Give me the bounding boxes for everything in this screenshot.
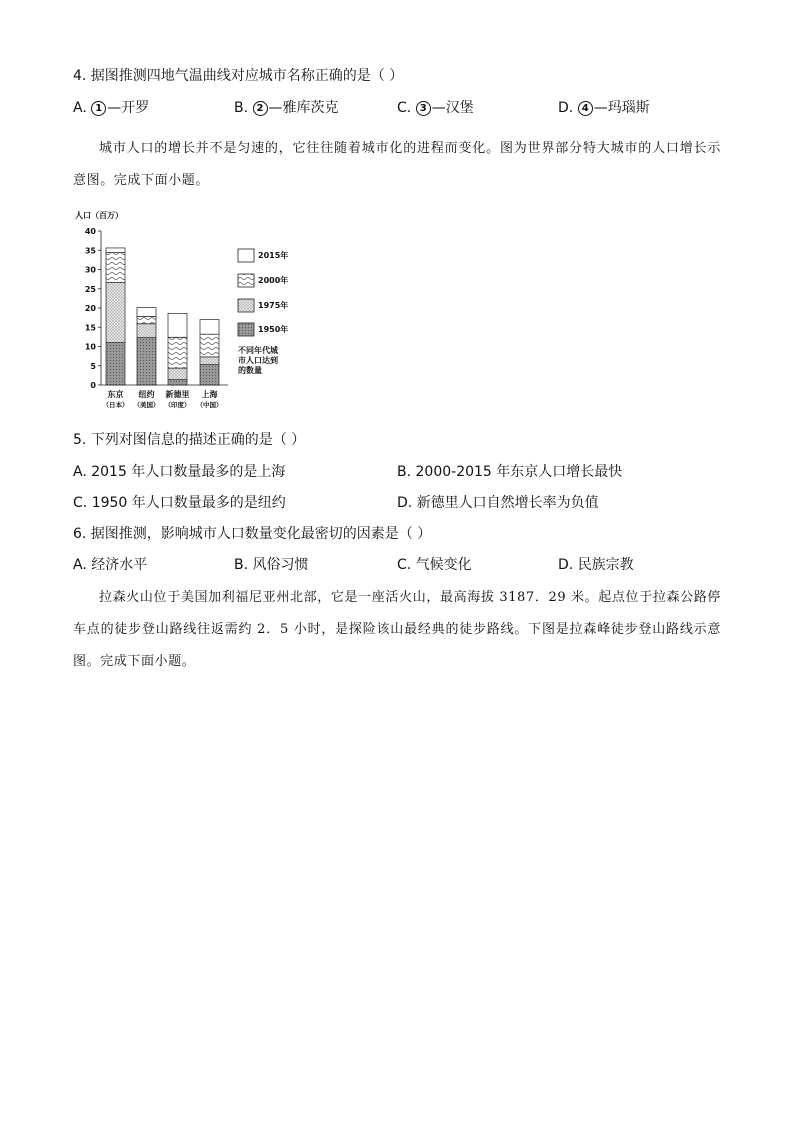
legend-swatch (238, 299, 254, 312)
passage-urban-population: 城市人口的增长并不是匀速的，它往往随着城市化的进程而变化。图为世界部分特大城市的人口增长示意图。完成下面小题。 (73, 141, 721, 188)
bar-segment (137, 316, 156, 323)
option-letter: A. (73, 557, 87, 573)
y-tick-label: 20 (84, 304, 96, 313)
bar-segment (168, 337, 187, 368)
option-letter: C. (397, 100, 412, 116)
bar-segment (200, 357, 219, 365)
legend-swatch (238, 249, 254, 262)
option-letter: C. (397, 557, 412, 573)
option-letter: D. (558, 100, 574, 116)
option-text: 民族宗教 (577, 557, 634, 573)
legend-swatch (238, 274, 254, 287)
y-tick-label: 40 (84, 227, 96, 236)
option-text: —雅库茨克 (268, 100, 339, 116)
question-5-stem: 5. 下列对图信息的描述正确的是（ ） (73, 432, 306, 448)
bar-segment (200, 365, 219, 385)
x-category-sublabel: （日本） (102, 401, 129, 409)
q4-option-a[interactable] (73, 98, 149, 118)
x-category-label: 上海 (201, 390, 218, 399)
y-tick-label: 10 (84, 342, 96, 352)
option-letter: B. (397, 464, 412, 480)
chart-bars (106, 248, 219, 385)
q4-option-b[interactable] (234, 98, 339, 118)
q6-option-d[interactable] (558, 555, 634, 575)
legend-label: 1975年 (258, 301, 289, 310)
option-letter: D. (397, 495, 413, 511)
bar-segment (168, 368, 187, 380)
q6-option-b[interactable] (234, 555, 309, 575)
x-category-label: 新德里 (165, 390, 190, 399)
q6-option-c[interactable] (397, 555, 472, 575)
x-category-sublabel: （中国） (196, 401, 223, 409)
option-text: 经济水平 (91, 557, 148, 573)
q6-option-a[interactable] (73, 555, 147, 575)
bar-segment (106, 248, 125, 253)
option-text: —汉堡 (431, 100, 474, 116)
y-axis-ticks (85, 227, 101, 390)
legend-note-line: 的数量 (238, 366, 262, 375)
option-text: 1950 年人口数量最多的是纽约 (91, 495, 286, 511)
option-text: 2015 年人口数量最多的是上海 (91, 464, 286, 480)
passage-lassen-volcano: 拉森火山位于美国加利福尼亚州北部，它是一座活火山，最高海拔 3187．29 米。起点位于拉森公路停车点的徒步登山路线往返需约 2．5 小时，是探险该山最经典的徒步路线。下图是拉森峰徒步登山路线示意图。完成下面小题。 (73, 590, 721, 669)
circled-number-icon: 3 (416, 101, 431, 116)
y-tick-label: 5 (90, 361, 96, 371)
bar-segment (200, 334, 219, 357)
y-tick-label: 25 (84, 284, 96, 294)
bar-segment (106, 283, 125, 343)
circled-number-icon: 1 (91, 101, 106, 116)
chart-legend (238, 249, 288, 375)
x-category-label: 东京 (107, 390, 124, 399)
bar-segment (137, 338, 156, 385)
q5-option-a[interactable] (73, 462, 285, 482)
q4-option-c[interactable] (397, 98, 474, 118)
y-tick-label: 15 (84, 323, 96, 333)
legend-label: 2000年 (258, 276, 289, 285)
q5-option-b[interactable] (397, 462, 622, 482)
option-letter: A. (73, 100, 87, 116)
bar-segment (200, 320, 219, 335)
legend-label: 2015年 (258, 251, 289, 260)
question-4-stem: 4. 据图推测四地气温曲线对应城市名称正确的是（ ） (73, 68, 404, 84)
bar-segment (137, 324, 156, 338)
circled-number-icon: 4 (578, 101, 593, 116)
bar-segment (106, 253, 125, 283)
y-tick-label: 35 (84, 246, 96, 256)
y-axis-label: 人口（百万） (75, 211, 123, 220)
q5-option-d[interactable] (397, 493, 599, 513)
bar-segment (168, 380, 187, 385)
q5-option-c[interactable] (73, 493, 286, 513)
option-text: 新德里人口自然增长率为负值 (416, 495, 599, 511)
bar-segment (137, 308, 156, 317)
bar-segment (106, 343, 125, 385)
legend-note-line: 不同年代城 (238, 346, 278, 355)
bar-segment (168, 313, 187, 337)
x-category-sublabel: （印度） (164, 401, 191, 409)
legend-label: 1950年 (258, 325, 289, 334)
y-tick-label: 0 (90, 381, 96, 390)
legend-note-line: 市人口达到 (238, 356, 278, 365)
option-letter: A. (73, 464, 87, 480)
option-letter: D. (558, 557, 574, 573)
option-text: 气候变化 (415, 557, 472, 573)
option-letter: B. (234, 100, 249, 116)
x-axis-labels (103, 389, 223, 409)
x-category-label: 纽约 (138, 390, 155, 399)
question-6-stem: 6. 据图推测，影响城市人口数量变化最密切的因素是（ ） (73, 526, 432, 542)
q4-option-d[interactable] (558, 98, 650, 118)
option-text: —开罗 (107, 100, 150, 116)
option-letter: C. (73, 495, 88, 511)
population-growth-chart (70, 206, 310, 416)
circled-number-icon: 2 (253, 101, 268, 116)
option-text: 风俗习惯 (252, 557, 309, 573)
x-category-sublabel: （美国） (133, 401, 160, 409)
option-text: 2000-2015 年东京人口增长最快 (415, 464, 623, 480)
option-text: —玛瑙斯 (593, 100, 650, 116)
option-letter: B. (234, 557, 249, 573)
legend-swatch (238, 323, 254, 336)
y-tick-label: 30 (84, 265, 96, 275)
